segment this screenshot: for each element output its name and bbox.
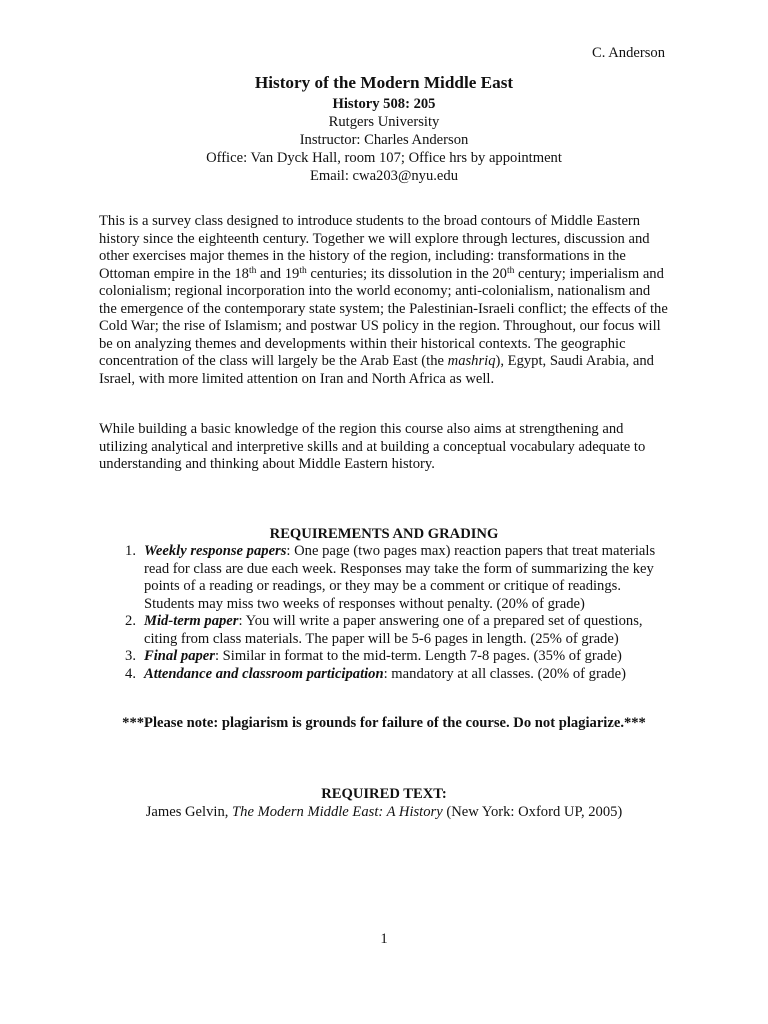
- email-line: Email: cwa203@nyu.edu: [310, 168, 458, 184]
- requirement-number: 4.: [125, 665, 136, 682]
- author-header: C. Anderson: [592, 45, 665, 61]
- requirement-term: Final paper: [144, 648, 215, 664]
- text-run: century; imperialism and colonialism; regional incorporation into the world economy; anti-colonialism, nationalism and the emergence of the contemporary state system; the Palestinian-Israeli conflict; the effects of the Cold War; the rise of Islamism; and postwar US policy in the region. Throughout, our focus will be on analyzing themes and developments within their historical contexts. The geographic concentration of the class will largely be the Arab East (the: [99, 265, 668, 369]
- course-info-block: [0, 73, 768, 185]
- requirement-number: 2.: [125, 613, 136, 629]
- instructor-line: Instructor: Charles Anderson: [299, 132, 469, 148]
- book-citation: [0, 804, 768, 821]
- requirement-term: Weekly response papers: [144, 543, 287, 559]
- requirement-text: [144, 543, 671, 613]
- requirements-heading: REQUIREMENTS AND GRADING: [269, 526, 499, 542]
- requirement-number: 3.: [125, 648, 136, 664]
- office-line: Office: Van Dyck Hall, room 107; Office hrs by appointment: [206, 150, 562, 166]
- page-number: 1: [380, 931, 388, 947]
- requirement-item: [99, 666, 671, 684]
- ordinal-suffix: th: [506, 265, 515, 276]
- italic-text: The Modern Middle East: A History: [232, 804, 443, 820]
- requirement-text: [144, 613, 671, 648]
- course-number: History 508: 205: [332, 96, 436, 112]
- aims-paragraph: [99, 421, 671, 474]
- requirement-item: [99, 543, 671, 613]
- ordinal-suffix: th: [299, 265, 307, 276]
- requirement-item: [99, 648, 671, 666]
- requirement-item: [99, 613, 671, 648]
- ordinal-suffix: th: [248, 265, 257, 276]
- requirement-text: [144, 666, 671, 684]
- requirement-term: Attendance and classroom participation: [144, 665, 384, 682]
- course-title: History of the Modern Middle East: [254, 73, 514, 92]
- text-run: This is a survey class designed to introduce students to the broad contours of Middle Eastern history since the eighteenth century. Together we will explore through lectures, discussion and other exercises major themes in the history of the region, including: transformations in the Ottoman empire in the 18: [99, 213, 650, 282]
- intro-paragraph: [99, 213, 671, 388]
- text-run: While building a basic knowledge of the region this course also aims at strengthening and utilizing analytical and interpretive skills and at building a conceptual vocabulary adequate to understanding and thinking about Middle Eastern history.: [99, 421, 646, 472]
- plagiarism-notice: ***Please note: plagiarism is grounds for failure of the course. Do not plagiarize.***: [122, 715, 646, 731]
- text-run: ), Egypt, Saudi Arabia, and Israel, with more limited attention on Iran and North Africa as well.: [99, 353, 654, 387]
- text-run: centuries; its dissolution in the 20: [306, 265, 507, 282]
- university-name: Rutgers University: [328, 114, 440, 130]
- requirement-term: Mid-term paper: [144, 613, 239, 629]
- requirement-text: [144, 648, 671, 666]
- text-run: : mandatory at all classes. (20% of grade): [383, 665, 626, 682]
- italic-text: mashriq: [447, 353, 496, 369]
- requirement-number: 1.: [125, 543, 136, 559]
- text-run: : Similar in format to the mid-term. Length 7-8 pages. (35% of grade): [214, 648, 622, 664]
- text-run: and 19: [256, 265, 300, 282]
- requirements-list: [99, 543, 671, 683]
- text-run: : You will write a paper answering one of a prepared set of questions, citing from class materials. The paper will be 5-6 pages in length. (25% of grade): [144, 613, 643, 647]
- text-run: James Gelvin,: [145, 804, 233, 820]
- text-run: (New York: Oxford UP, 2005): [442, 804, 623, 820]
- required-text-heading: REQUIRED TEXT:: [321, 786, 447, 802]
- text-run: : One page (two pages max) reaction papers that treat materials read for class are due each week. Responses may take the form of summarizing the key points of a reading or readings, or they may be a comment or critique of readings. Students may miss two weeks of responses without penalty. (20% of grade): [144, 543, 656, 612]
